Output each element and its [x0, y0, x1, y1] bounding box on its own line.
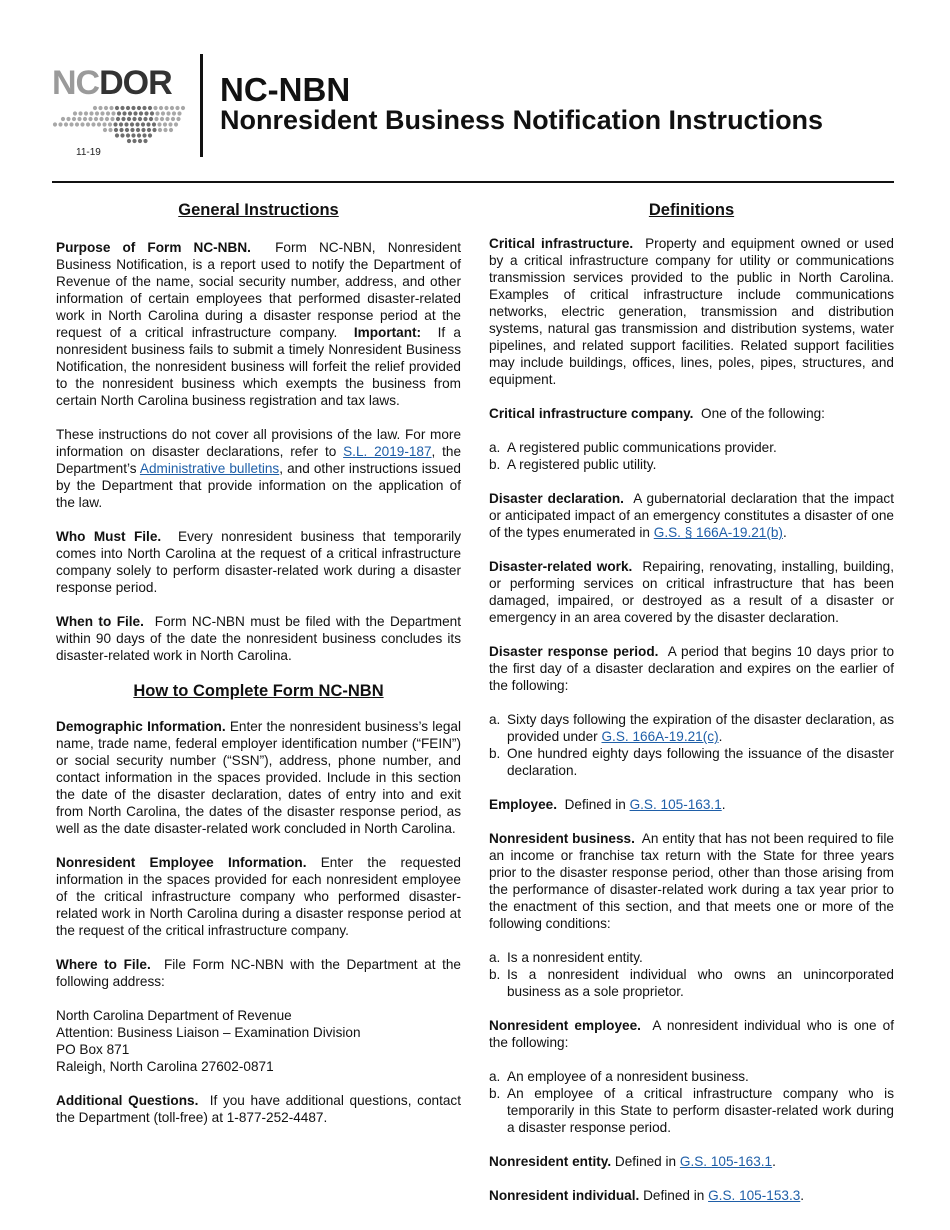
def-nonresident-business: Nonresident business. An entity that has not been required to file an income or franchise tax return with the State for three years prior to the disaster response period, other than those arising from the performance of disaster-related work during a tax year prior to the enactment of this section, and that meets one or more of the following conditions: [489, 831, 894, 931]
def-nonresident-individual: Nonresident individual. Defined in G.S. 105-153.3. [489, 1188, 805, 1203]
def-employee: Employee. Defined in G.S. 105-163.1. [489, 797, 726, 812]
purpose-paragraph: Purpose of Form NC-NBN. Form NC-NBN, Nonresident Business Notification, is a report used to notify the Department of Revenue of the name, social security number, address, and other information of certain employees that performed disaster-related work in North Carolina during a disaster response period at the request of a critical infrastructure company. Important: If a nonresident business fails to submit a timely Nonresident Business Notification, the nonresident business will forfeit the relief provided to the nonresident business which exempts the business from certain North Carolina business registration and tax laws. [56, 240, 461, 408]
demographic-info-paragraph: Demographic Information. Enter the nonresident business’s legal name, trade name, federal employer identification number (“FEIN”) or social security number (“SSN”), address, phone number, and contact information in the spaces provided. Include in this section the date of the disaster declaration, dates of entry into and exit from North Carolina, the dates of the disaster response period, as well as the date disaster-related work concluded in North Carolina. [56, 719, 461, 836]
def-critical-infrastructure: Critical infrastructure. Property and equipment owned or used by a critical infrastructure company for utility or communications transmission services provided to the public in North Carolina. Examples of critical infrastructure include communications networks, electric generation, transmission and distribution systems, natural gas transmission and distribution systems, water pipelines, and related support facilities. Related support facilities may include buildings, offices, lines, poles, pipes, structures, and equipment. [489, 236, 894, 387]
def-disaster-related-work: Disaster-related work. Repairing, renovating, installing, building, or performing services on critical infrastructure that has been damaged, impaired, or destroyed as a result of a disaster or emergency in an area covered by the disaster declaration. [489, 559, 894, 625]
general-instructions-column [56, 199, 461, 1143]
address-line: Attention: Business Liaison – Examination Division [56, 1025, 361, 1040]
list-item: b. An employee of a critical infrastructure company who is temporarily in this State to perform disaster-related work during a disaster response period. [489, 1086, 894, 1135]
def-disaster-response-period: Disaster response period. A period that begins 10 days prior to the first day of a disaster declaration and expires on the earlier of the following: [489, 644, 894, 693]
gs-166a-19-21b-link[interactable]: G.S. § 166A-19.21(b) [653, 525, 783, 540]
def-nonresident-employee: Nonresident employee. A nonresident individual who is one of the following: [489, 1018, 894, 1050]
header-rule [52, 181, 894, 183]
page-header [52, 50, 894, 158]
list-item: b. A registered public utility. [489, 457, 657, 472]
form-title: Nonresident Business Notification Instructions [220, 105, 824, 135]
ne-list [489, 1068, 894, 1136]
additional-questions-paragraph: Additional Questions. If you have additional questions, contact the Department (toll-free) at 1-877-252-4487. [56, 1093, 461, 1125]
address-line: Raleigh, North Carolina 27602-0871 [56, 1059, 274, 1074]
form-revision: 11-19 [76, 147, 101, 158]
gs-105-153-3-link[interactable]: G.S. 105-153.3 [708, 1188, 801, 1203]
cic-list [489, 439, 894, 473]
list-item: b. One hundred eighty days following the issuance of the disaster declaration. [489, 746, 894, 778]
list-item: a. An employee of a nonresident business. [489, 1069, 749, 1084]
gs-105-163-1-link-2[interactable]: G.S. 105-163.1 [679, 1154, 773, 1169]
list-item: a. Is a nonresident entity. [489, 950, 643, 965]
definitions-heading: Definitions [648, 201, 735, 219]
gs-105-163-1-link[interactable]: G.S. 105-163.1 [629, 797, 722, 812]
definitions-column [489, 199, 894, 1221]
list-item: a. A registered public communications provider. [489, 440, 777, 455]
def-nonresident-entity: Nonresident entity. Defined in G.S. 105-163.1. [489, 1154, 776, 1169]
form-id: NC-NBN [220, 71, 351, 108]
state-map-dots-icon [52, 105, 186, 147]
def-critical-infrastructure-company: Critical infrastructure company. One of the following: [489, 406, 825, 421]
header-divider [200, 54, 203, 157]
administrative-bulletins-link[interactable]: Administrative bulletins [139, 461, 280, 476]
mailing-address [56, 1007, 461, 1075]
how-to-complete-heading: How to Complete Form NC-NBN [133, 682, 384, 700]
sl-2019-187-link[interactable]: S.L. 2019-187 [343, 444, 432, 459]
address-line: PO Box 871 [56, 1042, 130, 1057]
nb-list [489, 949, 894, 1000]
who-must-file-paragraph: Who Must File. Every nonresident business that temporarily comes into North Carolina at the request of a critical infrastructure company solely to perform disaster-related work during a disaster response period. [56, 529, 461, 595]
list-item: a. Sixty days following the expiration of the disaster declaration, as provided under G.S. 166A-19.21(c). [489, 712, 894, 744]
list-item: b. Is a nonresident individual who owns an unincorporated business as a sole proprietor. [489, 967, 894, 999]
address-line: North Carolina Department of Revenue [56, 1008, 292, 1023]
ncdor-logo [52, 64, 186, 158]
when-to-file-paragraph: When to File. Form NC-NBN must be filed with the Department within 90 days of the date the nonresident business concludes its disaster-related work in North Carolina. [56, 614, 462, 663]
where-to-file-paragraph: Where to File. File Form NC-NBN with the Department at the following address: [56, 957, 461, 989]
scope-paragraph: These instructions do not cover all provisions of the law. For more information on disaster declarations, refer to S.L. 2019-187, the Department’s Administrative bulletins, and other instructions issued by the Department that provide information on the application of the law. [56, 427, 462, 510]
def-disaster-declaration: Disaster declaration. A gubernatorial declaration that the impact or anticipated impact of an emergency constitutes a disaster of one of the types enumerated in G.S. § 166A-19.21(b). [489, 491, 894, 540]
gs-166a-19-21c-link[interactable]: G.S. 166A-19.21(c) [601, 729, 719, 744]
drp-list [489, 711, 894, 779]
logo-wordmark: NCDOR [52, 64, 172, 102]
general-instructions-heading: General Instructions [178, 201, 339, 219]
employee-info-paragraph: Nonresident Employee Information. Enter the requested information in the spaces provided for each nonresident employee of the critical infrastructure company who performed disaster-related work in North Carolina during a disaster response period at the request of the critical infrastructure company. [56, 855, 461, 938]
